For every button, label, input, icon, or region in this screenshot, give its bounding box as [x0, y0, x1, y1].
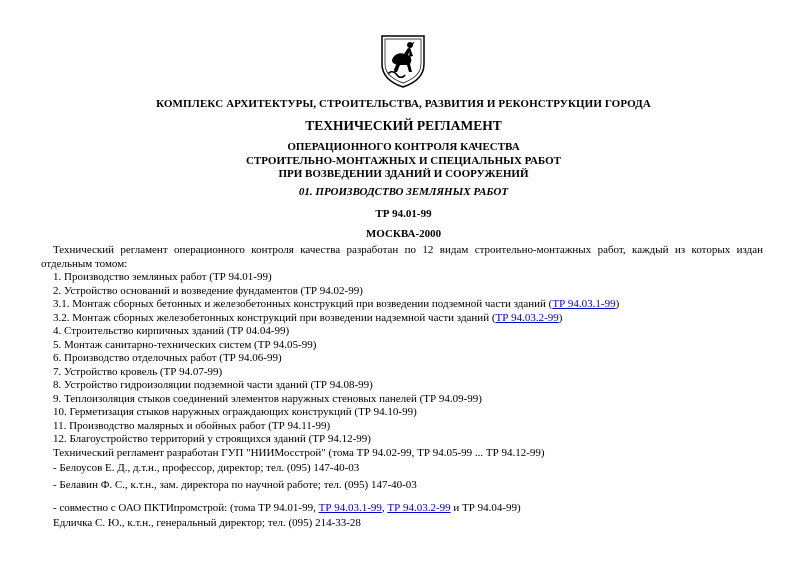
- volume-item: [53, 312, 763, 326]
- joint-text: - совместно с ОАО ПКТИпромстрой: (тома ТР 94.01-99,: [53, 502, 319, 514]
- volume-item: 8. Устройство гидроизоляции подземной части зданий (ТР 94.08-99): [53, 379, 373, 391]
- volume-item: 9. Теплоизоляция стыков соединений элементов наружных стеновых панелей (ТР 94.09-99): [53, 392, 482, 405]
- volume-item: 12. Благоустройство территорий у строящихся зданий (ТР 94.12-99): [53, 433, 371, 445]
- organization-heading: КОМПЛЕКС АРХИТЕКТУРЫ, СТРОИТЕЛЬСТВА, РАЗВИТИЯ И РЕКОНСТРУКЦИИ ГОРОДА: [156, 98, 651, 110]
- volume-item: 10. Герметизация стыков наружных ограждающих конструкций (ТР 94.10-99): [53, 406, 417, 418]
- volume-item-text: ): [558, 311, 563, 324]
- subtitle-line-2: СТРОИТЕЛЬНО-МОНТАЖНЫХ И СПЕЦИАЛЬНЫХ РАБОТ: [245, 154, 562, 167]
- volume-item-text: 3.1. Монтаж сборных бетонных и железобетонных конструкций при возведении подземной части зданий (: [53, 298, 553, 310]
- volume-item: 4. Строительство кирпичных зданий (ТР 04.04-99): [53, 325, 290, 337]
- joint-tr-94-03-1-link[interactable]: ТР 94.03.1-99: [318, 502, 382, 514]
- volume-item: 5. Монтаж санитарно-технических систем (ТР 94.05-99): [53, 338, 317, 351]
- document-body: [41, 244, 763, 531]
- document-subtitle: [0, 141, 807, 182]
- joint-developer-line: [53, 500, 763, 517]
- subtitle-line-3: ПРИ ВОЗВЕДЕНИИ ЗДАНИЙ И СООРУЖЕНИЙ: [278, 168, 529, 181]
- author-line: - Белоусов Е. Д., д.т.н., профессор, директор; тел. (095) 147-40-03: [53, 462, 360, 474]
- joint-text: и ТР 94.04-99): [450, 502, 521, 514]
- tr-94-03-1-link[interactable]: ТР 94.03.1-99: [552, 298, 616, 310]
- document-title: ТЕХНИЧЕСКИЙ РЕГЛАМЕНТ: [305, 118, 502, 133]
- volume-item-text: ): [615, 298, 620, 310]
- volume-item: 6. Производство отделочных работ (ТР 94.06-99): [53, 352, 282, 364]
- section-title: 01. ПРОИЗВОДСТВО ЗЕМЛЯНЫХ РАБОТ: [298, 186, 509, 198]
- volume-item: 1. Производство земляных работ (ТР 94.01-99): [53, 271, 272, 283]
- developer-line: Технический регламент разработан ГУП "НИИМосстрой" (тома ТР 94.02-99, ТР 94.05-99 ... ТР 94.12-99): [53, 446, 545, 459]
- volume-item: 2. Устройство оснований и возведение фундаментов (ТР 94.02-99): [53, 284, 363, 297]
- document-code: ТР 94.01-99: [375, 208, 432, 220]
- moscow-coat-of-arms-icon: [380, 34, 426, 88]
- intro-paragraph: Технический регламент операционного контроля качества разработан по 12 видам строительно-монтажных работ, каждый из которых издан отдельным томом:: [41, 244, 763, 270]
- tr-94-03-2-link[interactable]: ТР 94.03.2-99: [495, 311, 559, 324]
- volume-item: [53, 298, 763, 312]
- volume-item-text: 3.2. Монтаж сборных железобетонных конструкций при возведении надземной части зданий (: [53, 311, 496, 324]
- subtitle-line-1: ОПЕРАЦИОННОГО КОНТРОЛЯ КАЧЕСТВА: [287, 141, 520, 153]
- author-line: Едличка С. Ю., к.т.н., генеральный директор; тел. (095) 214-33-28: [53, 517, 361, 529]
- author-line: - Белавин Ф. С., к.т.н., зам. директора по научной работе; тел. (095) 147-40-03: [53, 479, 417, 491]
- joint-tr-94-03-2-link[interactable]: ТР 94.03.2-99: [387, 502, 451, 514]
- volume-item: 11. Производство малярных и обойных работ (ТР 94.11-99): [53, 419, 331, 432]
- joint-separator: ,: [381, 502, 388, 514]
- volume-item: 7. Устройство кровель (ТР 94.07-99): [53, 365, 223, 378]
- city-year: МОСКВА-2000: [365, 228, 442, 240]
